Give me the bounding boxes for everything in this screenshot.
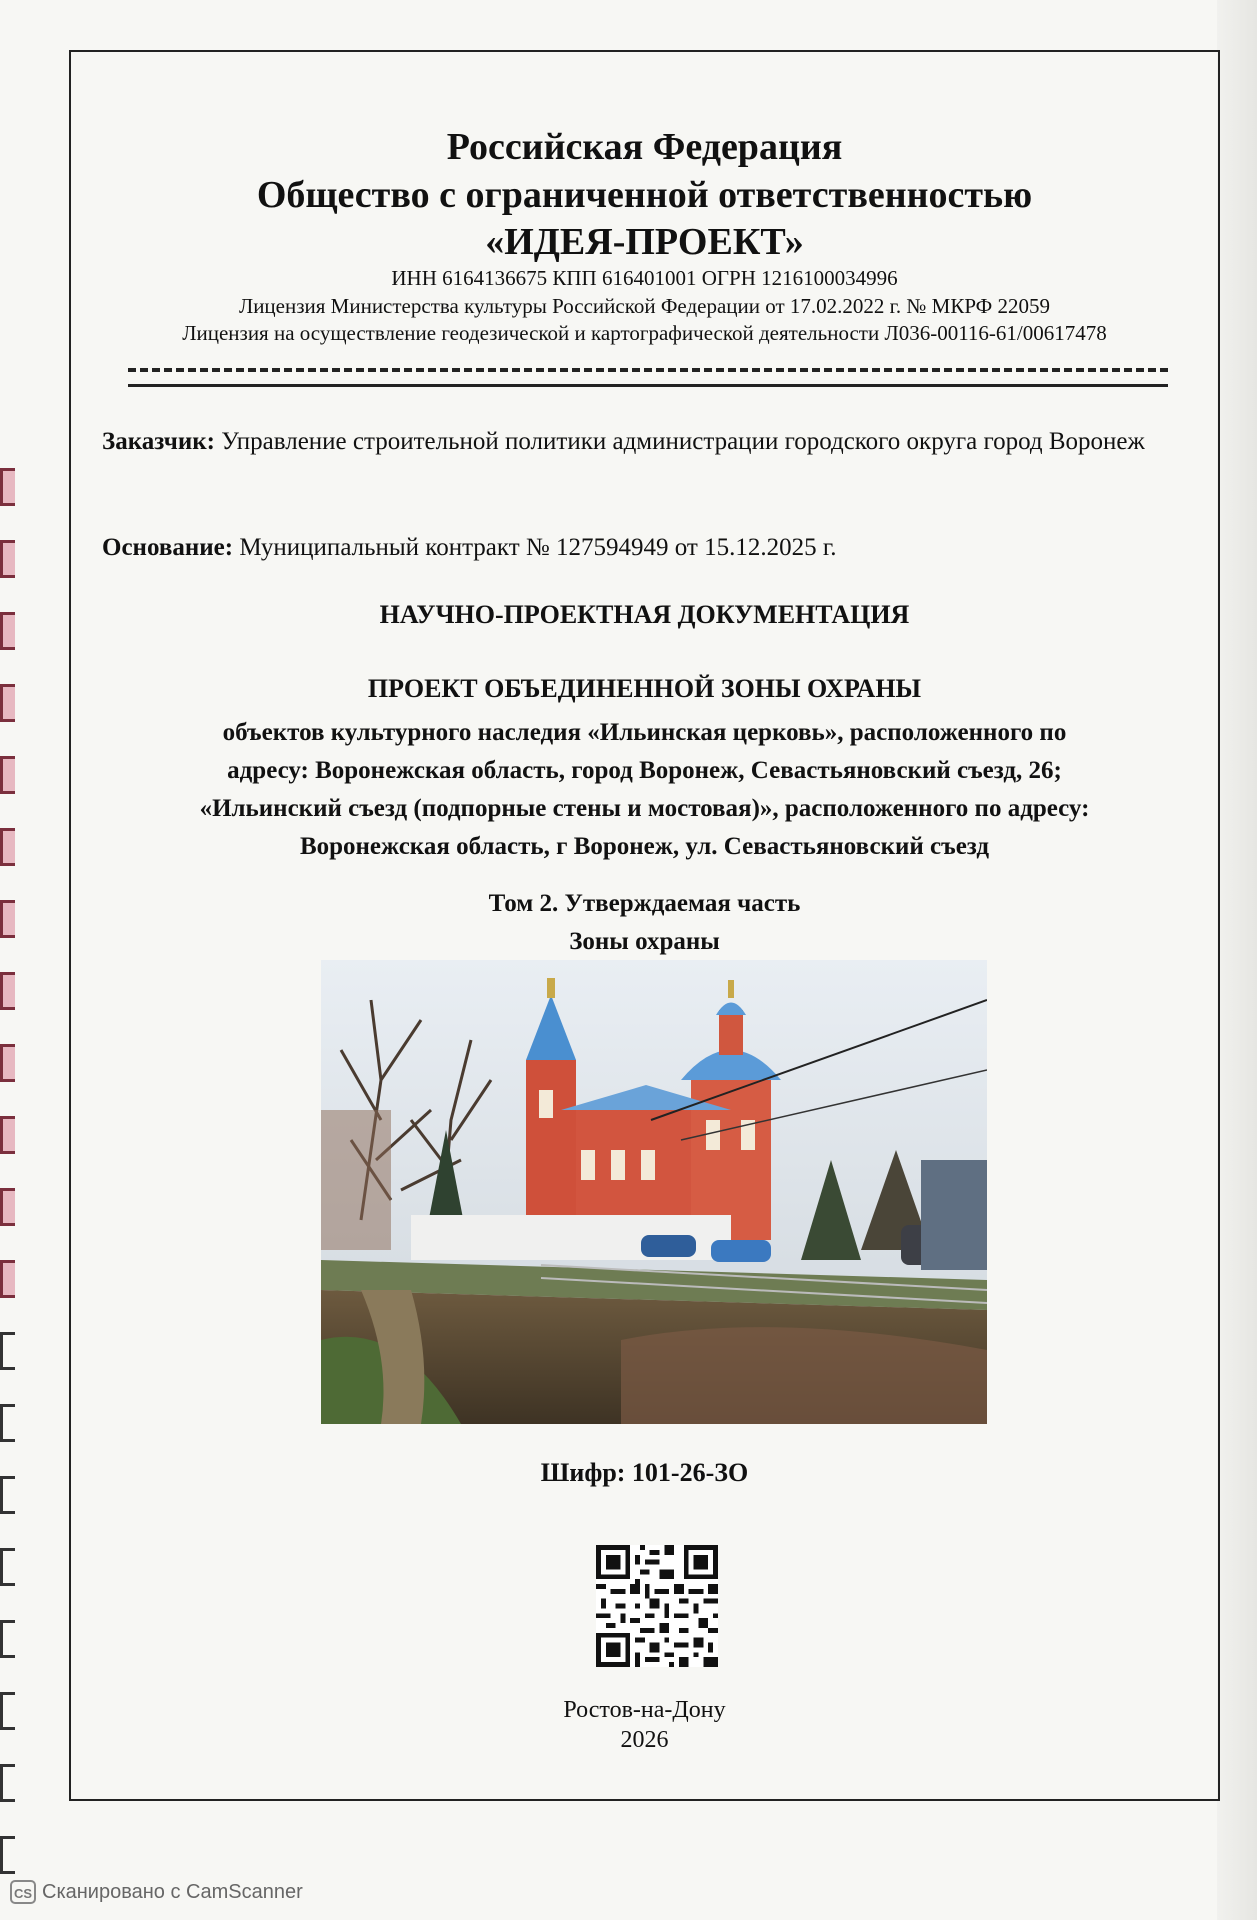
qr-code <box>596 1545 718 1667</box>
header-divider-dashed <box>128 368 1168 372</box>
basis-label: Основание: <box>102 534 234 561</box>
document-type: НАУЧНО-ПРОЕКТНАЯ ДОКУМЕНТАЦИЯ <box>379 600 910 629</box>
customer-label: Заказчик: <box>102 428 216 455</box>
project-description-line: адресу: Воронежская область, город Воронеж, Севастьяновский съезд, 26; <box>227 757 1062 784</box>
project-description-line: «Ильинский съезд (подпорные стены и мостовая)», расположенного по адресу: <box>199 795 1090 822</box>
cipher-code: Шифр: 101-26-ЗО <box>540 1458 749 1487</box>
scanner-footer-text: Сканировано с CamScanner <box>42 1880 303 1903</box>
customer-paragraph <box>102 422 1197 462</box>
project-title: ПРОЕКТ ОБЪЕДИНЕННОЙ ЗОНЫ ОХРАНЫ <box>367 674 922 703</box>
basis-text: Муниципальный контракт № 127594949 от 15.12.2025 г. <box>239 534 837 561</box>
scanner-footer <box>10 1880 303 1904</box>
spiral-binding <box>0 0 16 1920</box>
project-description-line: Воронежская область, г Воронеж, ул. Севастьяновский съезд <box>299 833 990 860</box>
project-description <box>69 714 1220 866</box>
header-org-name: «ИДЕЯ-ПРОЕКТ» <box>485 221 804 263</box>
header-country: Российская Федерация <box>446 126 843 168</box>
volume-title: Том 2. Утверждаемая часть <box>488 890 801 917</box>
basis-paragraph <box>102 528 1197 568</box>
page-edge-shading <box>1217 0 1257 1920</box>
header-license-geodesy: Лицензия на осуществление геодезической и картографической деятельности Л036-00116-61/00617478 <box>182 321 1107 345</box>
project-description-line: объектов культурного наследия «Ильинская церковь», расположенного по <box>222 719 1067 746</box>
header-requisites: ИНН 6164136675 КПП 616401001 ОГРН 1216100034996 <box>391 266 898 290</box>
camscanner-logo-icon: CS <box>10 1880 36 1904</box>
header-divider-solid <box>128 384 1168 387</box>
header-org-type: Общество с ограниченной ответственностью <box>256 174 1033 216</box>
header-license-culture: Лицензия Министерства культуры Российской Федерации от 17.02.2022 г. № МКРФ 22059 <box>238 294 1051 318</box>
church-photo <box>321 960 987 1424</box>
publication-city: Ростов-на-Дону <box>563 1697 726 1723</box>
volume-subtitle: Зоны охраны <box>569 928 720 955</box>
customer-text: Управление строительной политики администрации городского округа город Воронеж <box>221 428 1145 455</box>
publication-year: 2026 <box>620 1727 669 1753</box>
